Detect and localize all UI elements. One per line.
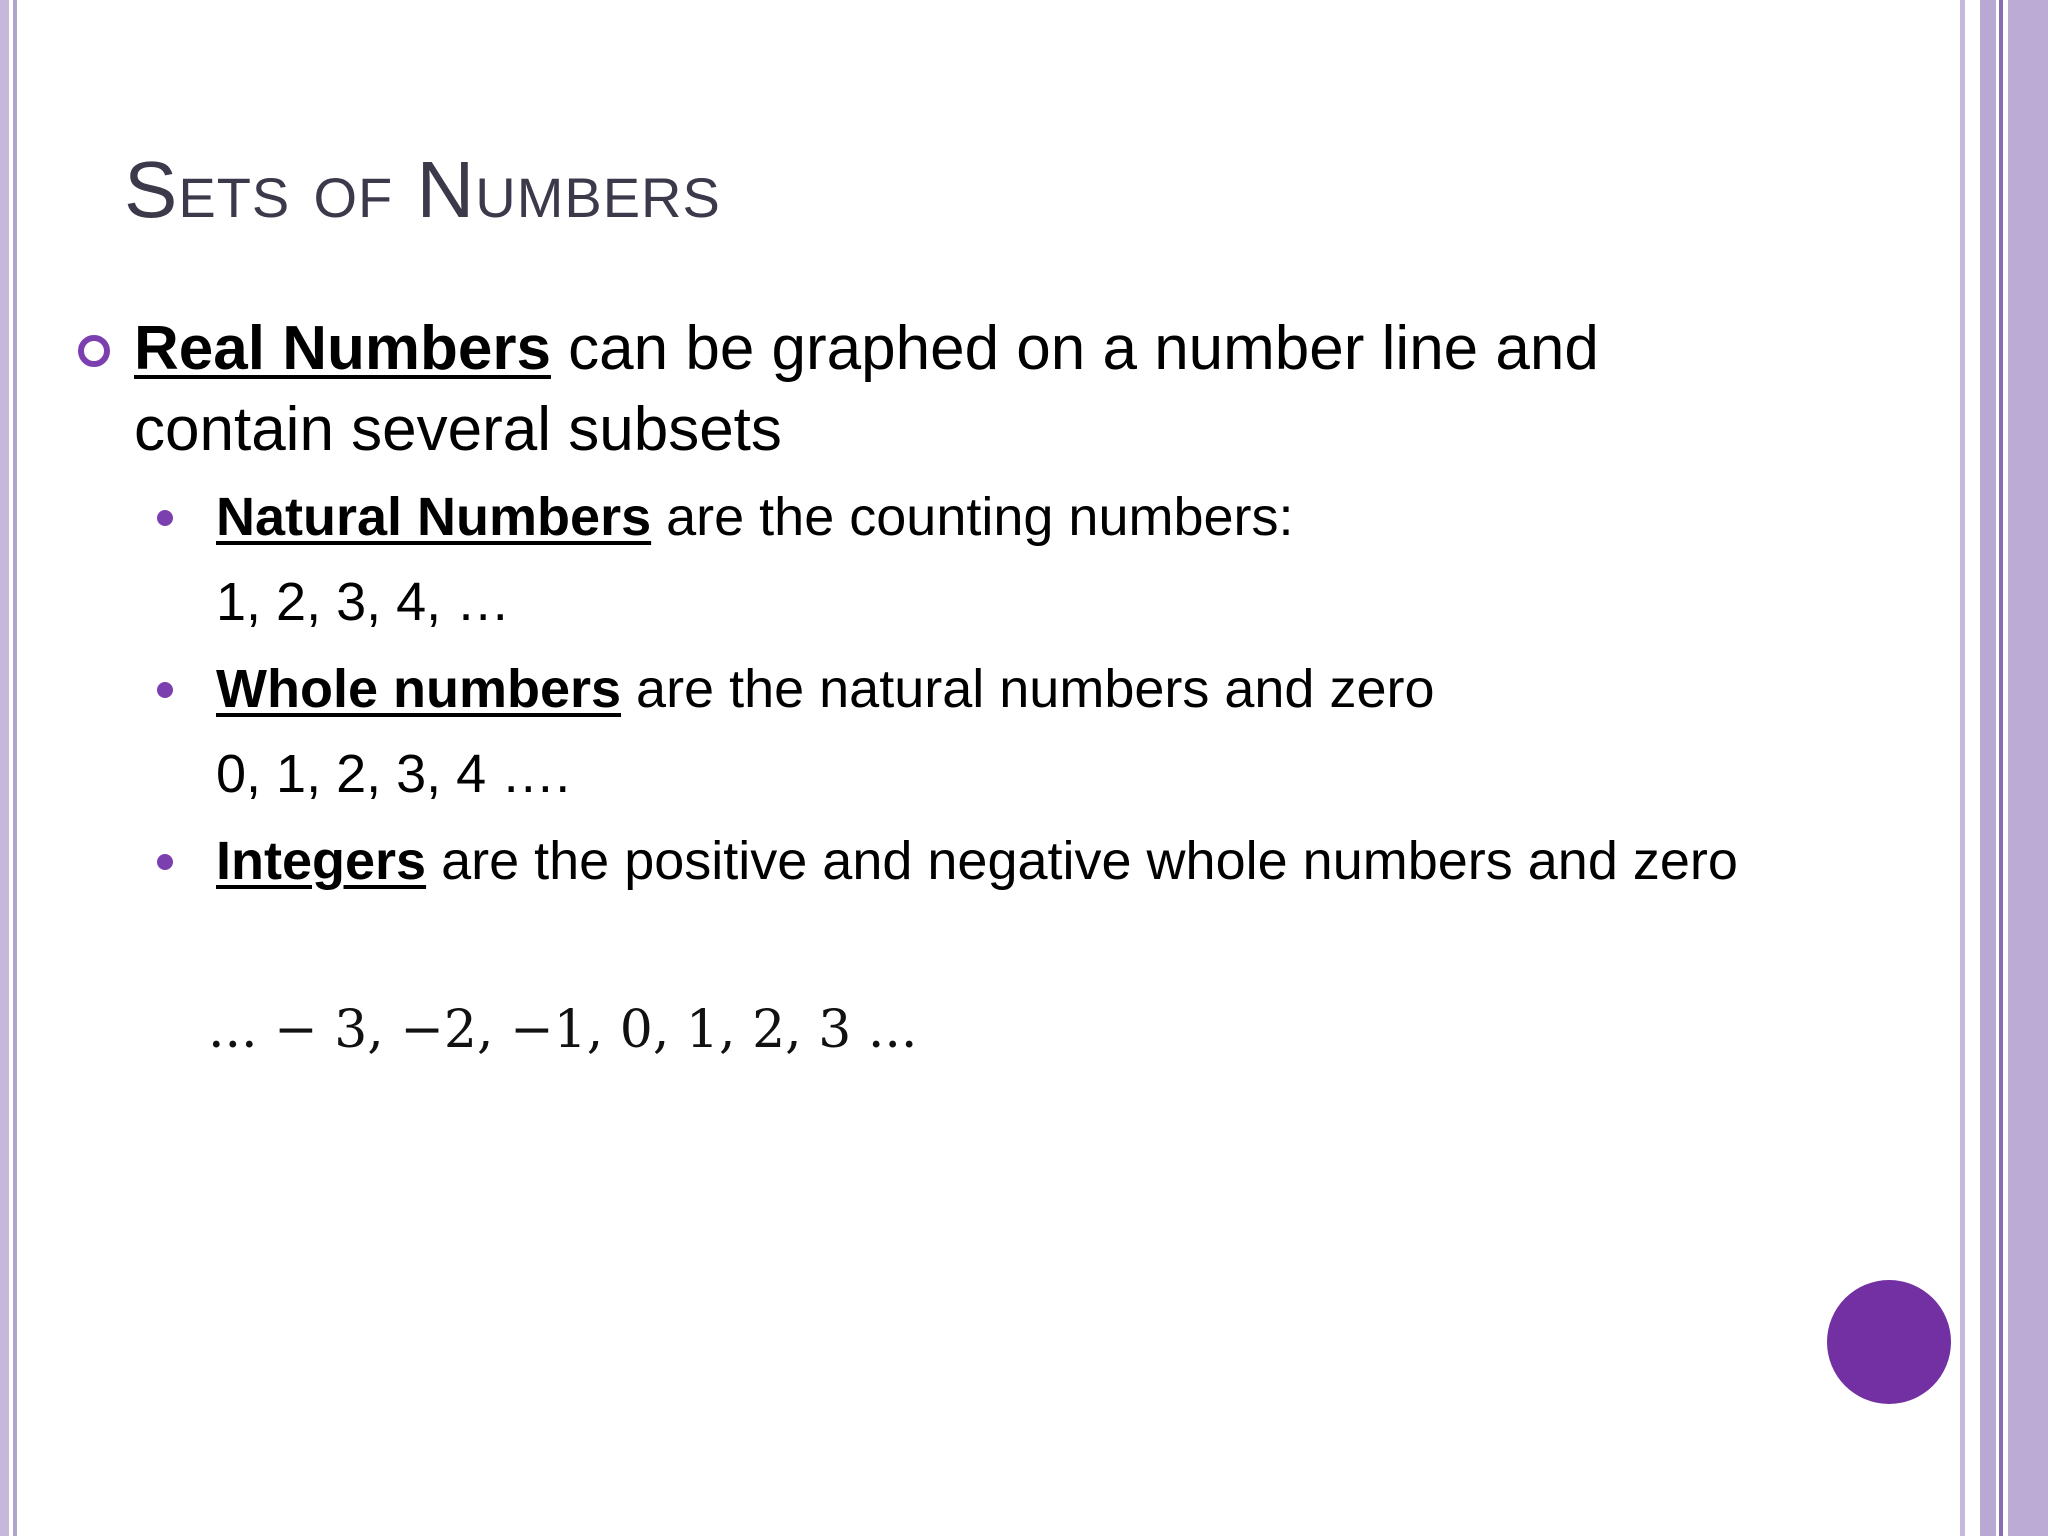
right-border-stripe [1980,0,1996,1536]
sub-item-natural-text: are the counting numbers: [651,487,1294,547]
sub-item-natural [216,481,1776,553]
term-natural-numbers: Natural Numbers [216,487,652,547]
dot-bullet-icon [157,854,173,870]
term-real-numbers: Real Numbers [134,314,551,383]
natural-example: 1, 2, 3, 4, … [216,572,511,632]
bullet-real-numbers [134,308,1774,470]
dot-bullet-icon [157,510,173,526]
slide-title: Sets of Numbers [124,145,721,234]
left-border-stripe [0,0,9,1536]
dot-bullet-icon [157,682,173,698]
term-integers: Integers [216,831,427,891]
right-border-band [2008,0,2048,1536]
ring-bullet-icon [78,335,110,367]
sub-item-whole-text: are the natural numbers and zero [621,659,1435,719]
decorative-circle-icon [1827,1280,1951,1404]
whole-example: 0, 1, 2, 3, 4 …. [216,744,571,804]
right-border-stripe-thin [1960,0,1965,1536]
left-border-stripe-inner [13,0,17,1536]
bullet-real-numbers-text: can be graphed on a number line and contain several subsets [134,314,1599,464]
integers-example: ... − 3, −2, −1, 0, 1, 2, 3 ... [208,1000,918,1060]
sub-item-integers [216,825,1776,897]
term-whole-numbers: Whole numbers [216,659,622,719]
sub-item-whole [216,653,1776,725]
right-border-stripe-dark [1999,0,2003,1536]
sub-item-integers-text: are the positive and negative whole numbers and zero [426,831,1738,891]
